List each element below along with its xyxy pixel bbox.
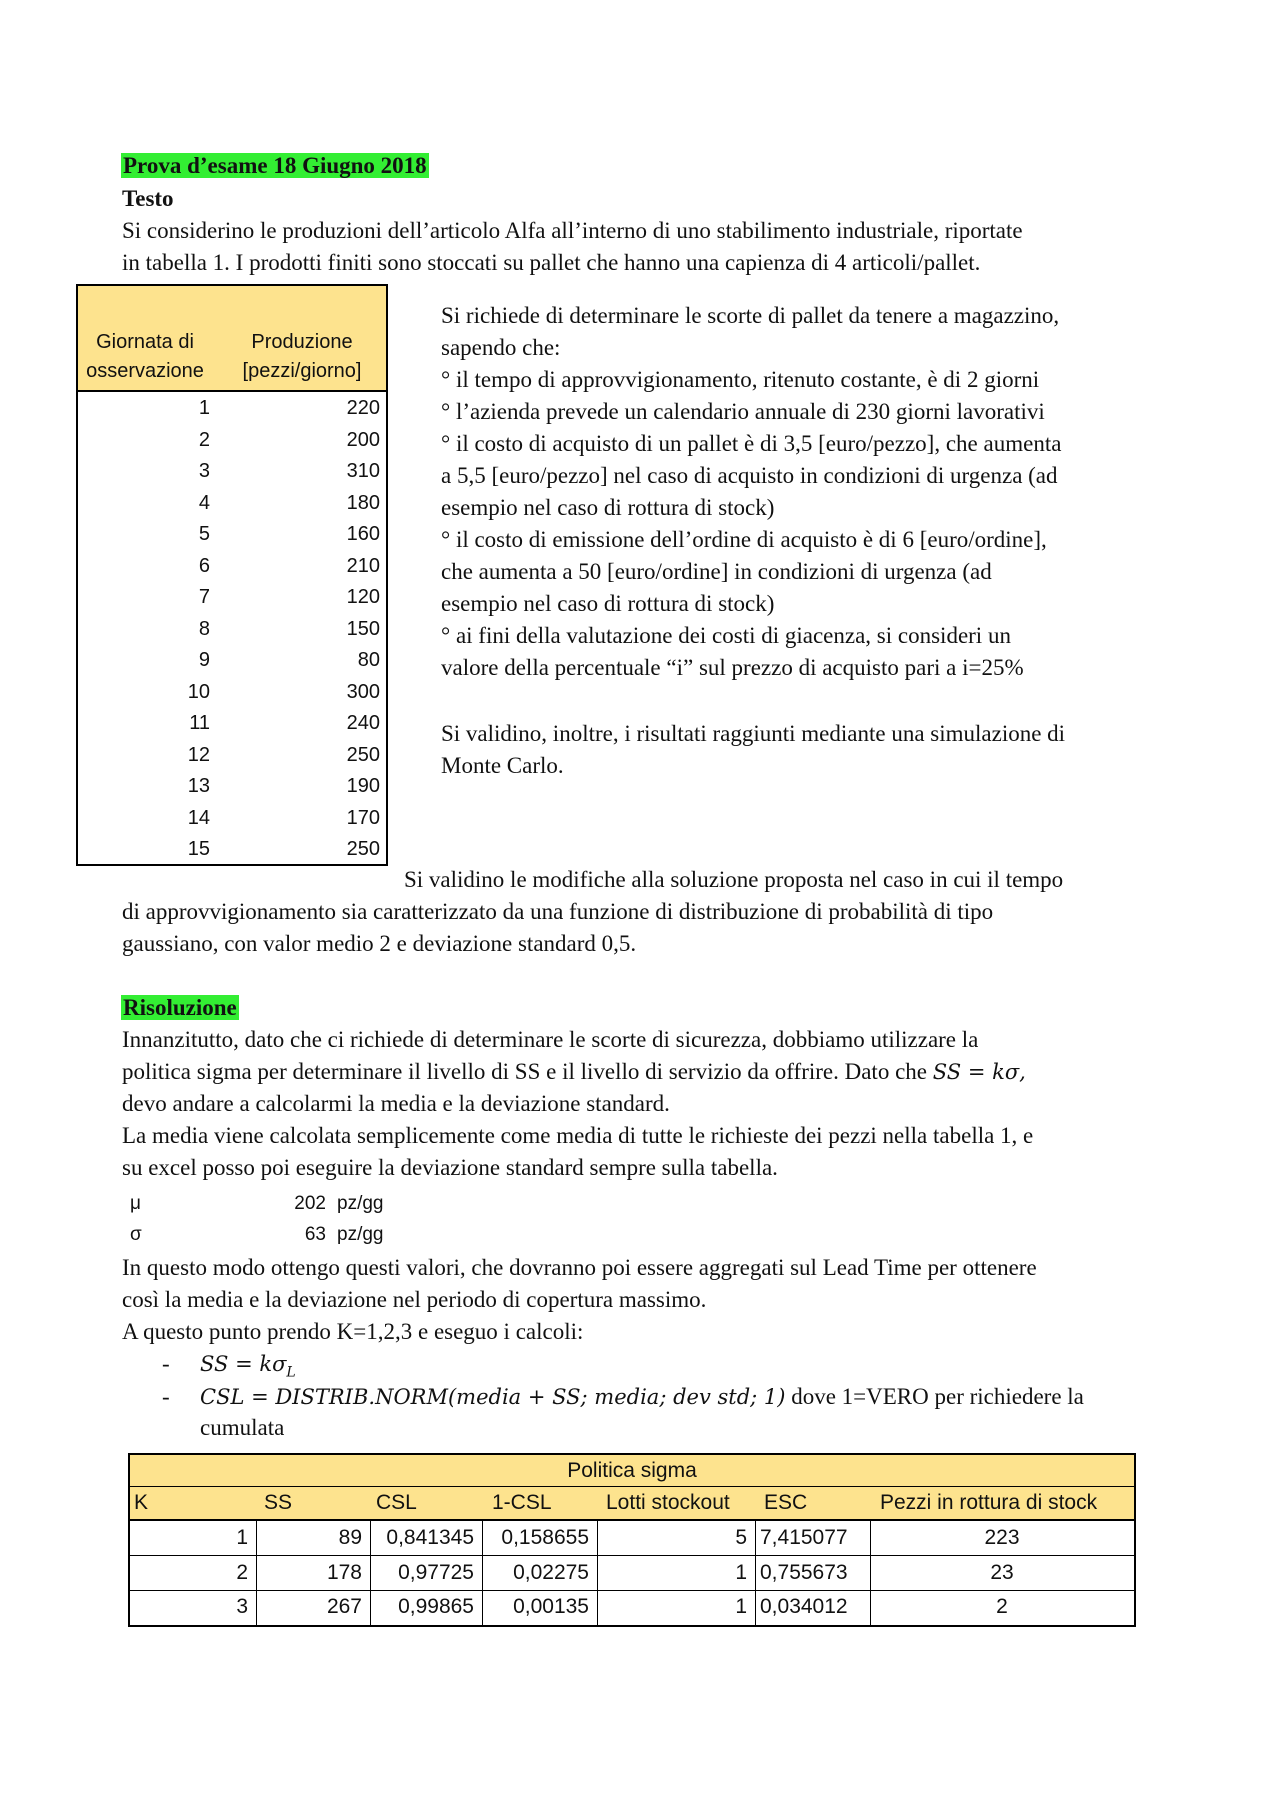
mu-unit: pz/gg [337, 1193, 384, 1214]
header-day-line2: osservazione [86, 360, 204, 382]
production-row [78, 803, 386, 835]
bullet-dash-2: - [162, 1384, 170, 1409]
intro-line-2: in tabella 1. I prodotti finiti sono stoccati su pallet che hanno una capienza di 4 articoli/pallet. [122, 250, 981, 275]
ss-cell: 89 [338, 1526, 362, 1549]
ss-formula: SS = kσ, [932, 1060, 1026, 1084]
exam-title: Prova d’esame 18 Giugno 2018 [123, 153, 427, 178]
req-line: ° l’azienda prevede un calendario annuale di 230 giorni lavorativi [441, 399, 1045, 424]
pezzi-rottura-cell: 2 [996, 1595, 1008, 1618]
qty-cell: 180 [346, 491, 380, 514]
ss-cell: 267 [326, 1595, 362, 1618]
qty-cell: 240 [346, 712, 380, 734]
header-ss: SS [264, 1491, 293, 1514]
qty-cell: 300 [346, 680, 380, 703]
header-day-line1: Giornata di [96, 331, 194, 353]
k-cell: 2 [236, 1560, 248, 1584]
qty-cell: 220 [346, 397, 380, 419]
csl-cell: 0,99865 [398, 1595, 474, 1618]
header-qty-line1: Produzione [251, 331, 353, 353]
production-row [78, 456, 386, 488]
bullet-ss-formula: SS = $k\sigma_L$ [200, 1352, 296, 1381]
header-qty-line2: [pezzi/giorno] [242, 360, 362, 382]
day-cell: 15 [187, 838, 210, 860]
pezzi-rottura-cell: 23 [990, 1560, 1014, 1584]
qty-cell: 120 [346, 586, 380, 608]
esc-cell: 0,755673 [760, 1560, 848, 1584]
qty-cell: 200 [346, 428, 380, 451]
day-cell: 10 [187, 680, 210, 703]
gaussian-line-1: Si validino le modifiche alla soluzione proposta nel caso in cui il tempo [404, 867, 1064, 892]
req-line: esempio nel caso di rottura di stock) [441, 591, 775, 616]
req-line: a 5,5 [euro/pezzo] nel caso di acquisto in condizioni di urgenza (ad [441, 463, 1058, 488]
req-line: esempio nel caso di rottura di stock) [441, 495, 775, 520]
k-cell: 1 [236, 1526, 248, 1549]
header-csl: CSL [376, 1491, 417, 1514]
resolution-line-2: politica sigma per determinare il livello di SS e il livello di servizio da offrire. Dato che SS = kσ, [122, 1059, 1026, 1084]
sigma-symbol: σ [130, 1224, 142, 1245]
bullet-csl-formula: CSL = DISTRIB.NORM(media + SS; media; dev std; 1) dove 1=VERO per richiedere la [200, 1384, 1084, 1409]
production-row [78, 645, 386, 677]
day-cell: 4 [198, 491, 210, 514]
montecarlo-block [441, 718, 1065, 782]
production-row [78, 834, 386, 866]
req-line: valore della percentuale “i” sul prezzo di acquisto pari a i=25% [441, 655, 1024, 680]
qty-cell: 210 [346, 554, 380, 577]
day-cell: 3 [198, 460, 210, 482]
section-testo: Testo [122, 186, 174, 211]
requirements-block [441, 300, 1061, 684]
production-row [78, 582, 386, 614]
production-row [78, 708, 386, 740]
req-line: ° ai fini della valutazione dei costi di giacenza, si consideri un [441, 623, 1011, 648]
mu-symbol: μ [130, 1193, 141, 1214]
day-cell: 2 [198, 428, 210, 451]
resolution-line-7: così la media e la deviazione nel periodo di copertura massimo. [122, 1287, 707, 1312]
day-cell: 7 [198, 586, 210, 608]
qty-cell: 160 [346, 523, 380, 545]
production-row [78, 677, 386, 709]
esc-cell: 7,415077 [760, 1526, 848, 1549]
production-table-header [78, 286, 386, 392]
production-row [78, 393, 386, 425]
qty-cell: 250 [346, 743, 380, 766]
day-cell: 14 [187, 806, 210, 829]
production-row [78, 519, 386, 551]
csl-cell: 0,97725 [398, 1560, 474, 1584]
production-row [78, 614, 386, 646]
sigma-value: 63 [304, 1224, 326, 1245]
bullet-dash-1: - [162, 1351, 170, 1376]
one-minus-csl-cell: 0,00135 [513, 1595, 589, 1618]
intro-line-1: Si considerino le produzioni dell’articolo Alfa all’interno di uno stabilimento industriale, riportate [122, 218, 1023, 243]
header-lotti-stockout: Lotti stockout [606, 1491, 730, 1514]
resolution-title: Risoluzione [123, 995, 237, 1020]
k-cell: 3 [236, 1595, 248, 1618]
sigma-table-header [128, 1487, 1136, 1521]
gaussian-line-2: di approvvigionamento sia caratterizzato da una funzione di distribuzione di probabilità di tipo [122, 899, 994, 924]
req-line: Si richiede di determinare le scorte di pallet da tenere a magazzino, [441, 303, 1060, 328]
day-cell: 1 [198, 397, 210, 419]
production-row [78, 740, 386, 772]
req-line: sapendo che: [441, 335, 561, 360]
resolution-line-3: devo andare a calcolarmi la media e la deviazione standard. [122, 1091, 670, 1116]
sigma-table-row [130, 1521, 1134, 1555]
one-minus-csl-cell: 0,158655 [501, 1526, 589, 1549]
day-cell: 6 [198, 554, 210, 577]
production-row [78, 488, 386, 520]
production-row [78, 425, 386, 457]
qty-cell: 310 [346, 460, 380, 482]
qty-cell: 150 [346, 617, 380, 640]
day-cell: 12 [187, 743, 210, 766]
pezzi-rottura-cell: 223 [984, 1526, 1020, 1549]
resolution-line-6: In questo modo ottengo questi valori, che dovranno poi essere aggregati sul Lead Time per ottenere [122, 1255, 1037, 1280]
bullet-csl-cont: cumulata [200, 1415, 285, 1440]
qty-cell: 190 [346, 775, 380, 797]
sigma-table-row [130, 1590, 1134, 1624]
resolution-line-8: A questo punto prendo K=1,2,3 e eseguo i calcoli: [122, 1319, 584, 1344]
day-cell: 8 [198, 617, 210, 640]
qty-cell: 170 [346, 806, 380, 829]
production-row [78, 771, 386, 803]
req-line: ° il costo di emissione dell’ordine di acquisto è di 6 [euro/ordine], [441, 527, 1047, 552]
mu-value: 202 [294, 1193, 326, 1214]
lotti-stockout-cell: 1 [735, 1560, 747, 1584]
one-minus-csl-cell: 0,02275 [513, 1560, 589, 1584]
req-line: ° il tempo di approvvigionamento, ritenuto costante, è di 2 giorni [441, 367, 1040, 392]
esc-cell: 0,034012 [760, 1595, 848, 1618]
montecarlo-line: Si validino, inoltre, i risultati raggiunti mediante una simulazione di [441, 721, 1066, 746]
production-table [76, 284, 388, 866]
resolution-line-4: La media viene calcolata semplicemente come media di tutte le richieste dei pezzi nella tabella 1, e [122, 1123, 1034, 1148]
sigma-table-row [130, 1556, 1134, 1590]
qty-cell: 80 [357, 649, 380, 671]
header-one-minus-csl: 1-CSL [492, 1491, 552, 1514]
header-esc: ESC [764, 1491, 808, 1514]
lotti-stockout-cell: 5 [735, 1526, 747, 1549]
header-k: K [134, 1491, 149, 1514]
resolution-line-5: su excel posso poi eseguire la deviazione standard sempre sulla tabella. [122, 1155, 778, 1180]
day-cell: 11 [189, 712, 210, 734]
qty-cell: 250 [346, 838, 380, 860]
sigma-table-title: Politica sigma [128, 1453, 1136, 1487]
day-cell: 5 [198, 523, 210, 545]
lotti-stockout-cell: 1 [735, 1595, 747, 1618]
montecarlo-line: Monte Carlo. [441, 753, 564, 778]
sigma-unit: pz/gg [337, 1224, 384, 1245]
production-row [78, 551, 386, 583]
header-pezzi-rottura: Pezzi in rottura di stock [880, 1491, 1098, 1514]
ss-cell: 178 [326, 1560, 362, 1584]
req-line: che aumenta a 50 [euro/ordine] in condizioni di urgenza (ad [441, 559, 992, 584]
day-cell: 13 [187, 775, 210, 797]
req-line: ° il costo di acquisto di un pallet è di 3,5 [euro/pezzo], che aumenta [441, 431, 1062, 456]
gaussian-line-3: gaussiano, con valor medio 2 e deviazione standard 0,5. [122, 931, 637, 956]
sigma-policy-table [128, 1453, 1136, 1627]
sigma-table-body [128, 1521, 1136, 1627]
resolution-line-1: Innanzitutto, dato che ci richiede di determinare le scorte di sicurezza, dobbiamo utilizzare la [122, 1027, 979, 1052]
day-cell: 9 [198, 649, 210, 671]
csl-cell: 0,841345 [386, 1526, 474, 1549]
